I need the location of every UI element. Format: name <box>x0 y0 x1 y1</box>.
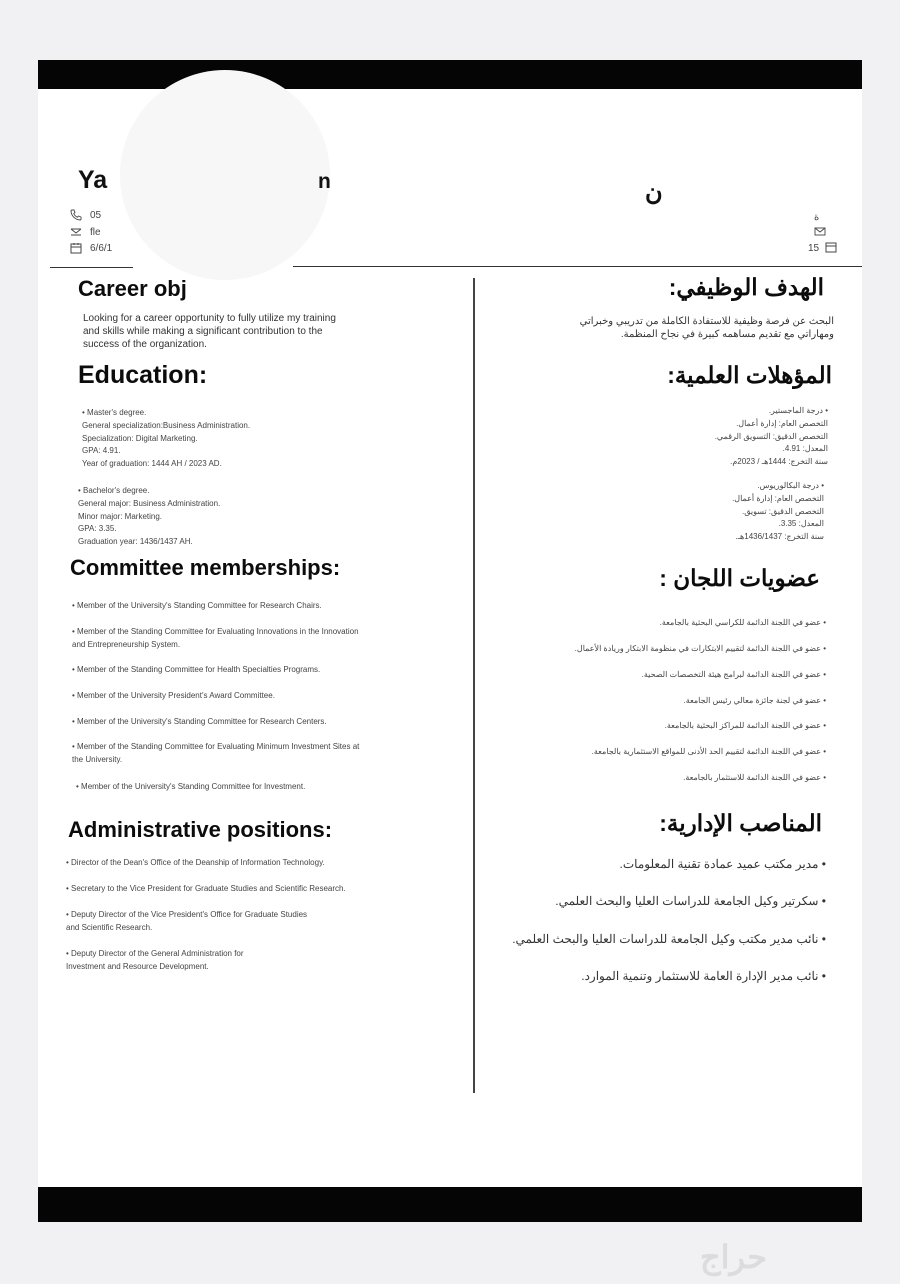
edu-line: Minor major: Marketing. <box>78 511 163 521</box>
masters-block-en <box>82 407 250 471</box>
edu-line: سنة التخرج: 1436/1437هـ. <box>735 532 824 542</box>
calendar-icon <box>70 242 82 254</box>
admin-item-ar: • مدير مكتب عميد عمادة تقنية المعلومات. <box>619 857 826 871</box>
edu-line: GPA: 3.35. <box>78 524 117 534</box>
edu-line: المعدل: 3.35. <box>778 519 824 529</box>
committee-item-ar: • عضو في اللجنة الدائمة لبرامج هيئة التخصصات الصحية. <box>641 670 826 679</box>
name-en: Ya <box>78 166 108 194</box>
edu-line: • درجة البكالوريوس. <box>757 481 824 490</box>
edu-line: • Bachelor's degree. <box>78 486 150 495</box>
admin-item-ar: • نائب مدير الإدارة العامة للاستثمار وتنمية الموارد. <box>581 969 826 983</box>
edu-line: Specialization: Digital Marketing. <box>82 433 198 443</box>
edu-line: التخصص العام: إدارة أعمال. <box>736 418 828 428</box>
career-line: ومهاراتي مع تقديم مساهمه كبيرة في نجاح المنظمة. <box>620 329 834 340</box>
admin-line: • Deputy Director of the General Administration for <box>66 949 244 958</box>
committee-item-en <box>72 715 327 728</box>
career-line: success of the organization. <box>83 339 207 350</box>
committee-line: • Member of the University's Standing Committee for Investment. <box>76 782 306 791</box>
phone-text-ar: ة <box>814 212 820 223</box>
contact-phone-en <box>70 209 101 221</box>
header-rule-right <box>293 266 862 267</box>
contact-email-en <box>70 226 101 238</box>
committee-line: • Member of the Standing Committee for Evaluating Innovations in the Innovation <box>72 627 359 636</box>
edu-line: التخصص الدقيق: التسويق الرقمي. <box>714 431 828 441</box>
bachelor-block-en <box>78 485 220 549</box>
committee-item-en <box>72 663 320 676</box>
email-icon <box>814 225 826 240</box>
bachelor-block-ar <box>732 480 824 544</box>
name-ar: ن <box>645 179 663 206</box>
education-heading-en: Education: <box>78 361 208 389</box>
contact-email-ar <box>814 225 832 240</box>
committee-item-ar: • عضو في لجنة جائزة معالي رئيس الجامعة. <box>683 696 826 705</box>
header-rule-left <box>50 267 133 268</box>
admin-item-en <box>66 947 244 973</box>
email-text-en: fle <box>90 226 101 238</box>
edu-line: Year of graduation: 1444 AH / 2023 AD. <box>82 459 222 469</box>
admin-line: • Director of the Dean's Office of the Deanship of Information Technology. <box>66 858 325 867</box>
committee-line: the University. <box>72 755 123 764</box>
career-line: Looking for a career opportunity to fully utilize my training <box>83 313 336 324</box>
admin-heading-en: Administrative positions: <box>68 817 333 842</box>
committee-item-en <box>72 599 322 612</box>
resume-page <box>38 60 862 1222</box>
admin-item-ar: • سكرتير وكيل الجامعة للدراسات العليا والبحث العلمي. <box>555 894 826 908</box>
education-heading-ar: المؤهلات العلمية: <box>667 362 832 388</box>
committee-line: • Member of the Standing Committee for Health Specialties Programs. <box>72 665 321 674</box>
edu-line: المعدل: 4.91. <box>782 444 828 454</box>
admin-item-en <box>66 908 307 934</box>
committee-line: • Member of the University's Standing Committee for Research Centers. <box>72 717 327 726</box>
committee-item-en <box>72 740 359 766</box>
admin-line: • Deputy Director of the Vice President's Office for Graduate Studies <box>66 910 308 919</box>
admin-item-en <box>66 882 346 895</box>
edu-line: • درجة الماجستير. <box>768 406 828 415</box>
career-heading-ar: الهدف الوظيفي: <box>668 274 824 300</box>
committee-item-en <box>72 625 359 651</box>
career-line: البحث عن فرصة وظيفية للاستفادة الكاملة من تدريبي وخبراتي <box>579 316 834 327</box>
profile-photo-placeholder <box>120 70 330 280</box>
column-divider <box>473 278 475 1093</box>
edu-line: Graduation year: 1436/1437 AH. <box>78 537 193 547</box>
phone-text-en: 05 <box>90 209 102 221</box>
career-text-ar <box>580 315 834 341</box>
email-icon <box>70 226 82 238</box>
name-en-end: n <box>318 170 331 193</box>
committee-item-en <box>76 780 305 793</box>
edu-line: General major: Business Administration. <box>78 498 221 508</box>
committees-heading-ar: عضويات اللجان : <box>659 565 820 591</box>
admin-heading-ar: المناصب الإدارية: <box>659 810 822 836</box>
admin-line: Investment and Resource Development. <box>66 962 209 971</box>
contact-birthdate-ar <box>808 241 837 256</box>
admin-line: • Secretary to the Vice President for Graduate Studies and Scientific Research. <box>66 884 346 893</box>
committee-item-ar: • عضو في اللجنة الدائمة لتقييم الابتكارات في منظومة الابتكار وريادة الأعمال. <box>574 644 826 653</box>
bottom-black-bar <box>38 1187 862 1222</box>
committee-line: and Entrepreneurship System. <box>72 640 181 649</box>
edu-line: GPA: 4.91. <box>82 446 121 456</box>
contact-birthdate-en <box>70 242 112 254</box>
edu-line: التخصص الدقيق: تسويق. <box>741 506 824 516</box>
birthdate-text-ar: 15 <box>808 243 820 254</box>
committees-heading-en: Committee memberships: <box>70 555 341 580</box>
masters-block-ar <box>715 405 828 469</box>
phone-icon <box>70 209 82 221</box>
career-text-en <box>83 312 336 351</box>
committee-item-ar: • عضو في اللجنة الدائمة للاستثمار بالجامعة. <box>683 773 826 782</box>
admin-item-en <box>66 856 325 869</box>
contact-phone-ar <box>814 212 819 223</box>
career-line: and skills while making a significant contribution to the <box>83 326 323 337</box>
career-heading-en: Career obj <box>78 276 187 301</box>
calendar-icon <box>825 241 837 256</box>
edu-line: General specialization:Business Administration. <box>82 420 251 430</box>
committee-line: • Member of the Standing Committee for Evaluating Minimum Investment Sites at <box>72 742 360 751</box>
committee-item-ar: • عضو في اللجنة الدائمة للمراكز البحثية بالجامعة. <box>664 721 826 730</box>
top-black-bar <box>38 60 862 89</box>
committee-item-en <box>72 689 275 702</box>
edu-line: • Master's degree. <box>82 408 147 417</box>
admin-item-ar: • نائب مدير مكتب وكيل الجامعة للدراسات العليا والبحث العلمي. <box>512 932 826 946</box>
edu-line: سنة التخرج: 1444هـ / 2023م. <box>730 457 828 467</box>
birthdate-text-en: 6/6/1 <box>90 242 113 254</box>
admin-line: and Scientific Research. <box>66 923 153 932</box>
committee-line: • Member of the University President's Award Committee. <box>72 691 275 700</box>
committee-line: • Member of the University's Standing Committee for Research Chairs. <box>72 601 322 610</box>
edu-line: التخصص العام: إدارة أعمال. <box>732 493 824 503</box>
watermark: حراج <box>700 1239 767 1275</box>
committee-item-ar: • عضو في اللجنة الدائمة للكراسي البحثية بالجامعة. <box>659 618 826 627</box>
committee-item-ar: • عضو في اللجنة الدائمة لتقييم الحد الأدنى للمواقع الاستثمارية بالجامعة. <box>591 747 826 756</box>
